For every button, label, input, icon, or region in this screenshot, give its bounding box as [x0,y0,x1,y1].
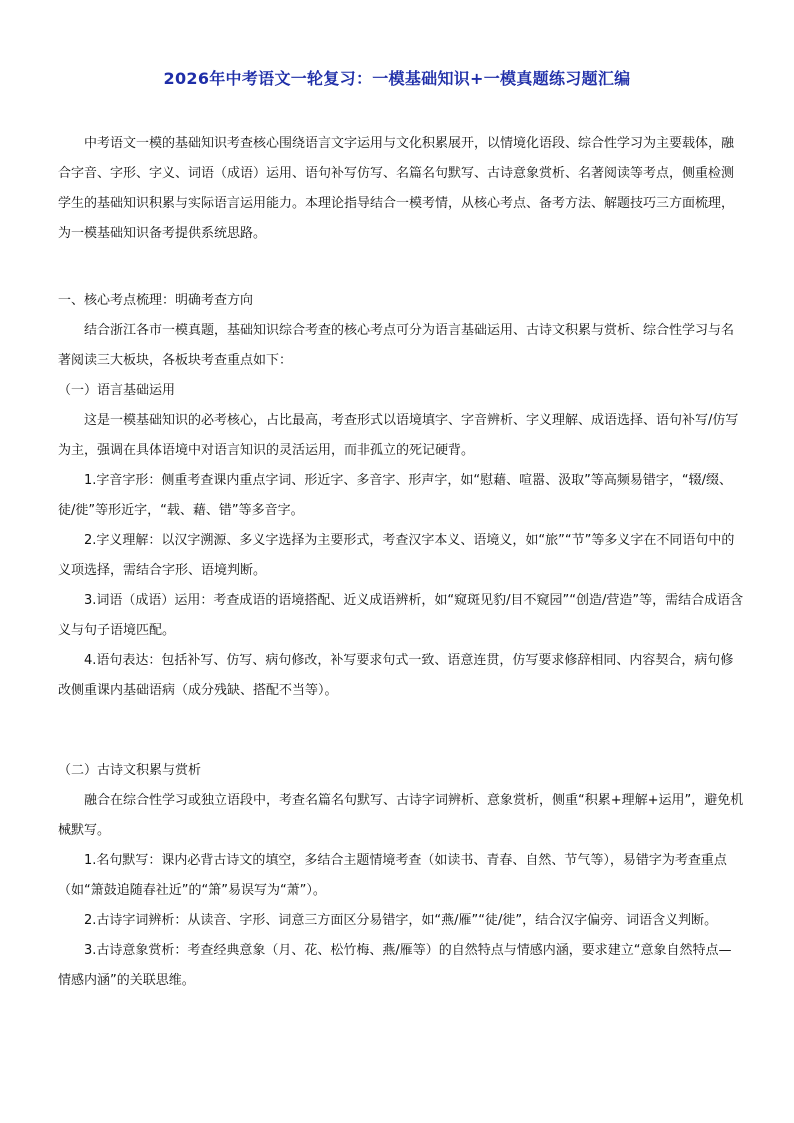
subsection-1-item: 2.字义理解：以汉字溯源、多义字选择为主要形式，考查汉字本义、语境义，如“旅”“节”等多义字在不同语句中的义项选择，需结合字形、语境判断。 [58,533,735,578]
subsection-2-intro: 融合在综合性学习或独立语段中，考查名篇名句默写、古诗字词辨析、意象赏析，侧重“积累+理解+运用”，避免机械默写。 [58,793,744,838]
subsection-2-item: 3.古诗意象赏析：考查经典意象（月、花、松竹梅、燕/雁等）的自然特点与情感内涵，要求建立“意象自然特点—情感内涵”的关联思维。 [58,943,732,988]
subsection-1-item: 4.语句表达：包括补写、仿写、病句修改，补写要求句式一致、语意连贯，仿写要求修辞相同、内容契合，病句修改侧重课内基础语病（成分残缺、搭配不当等）。 [58,653,734,698]
section-1-part-2 [58,756,744,996]
subsection-2-item: 2.古诗字词辨析：从读音、字形、词意三方面区分易错字，如“燕/雁”“徒/徙”，结合汉字偏旁、词语含义判断。 [84,913,718,928]
section-1 [58,286,744,706]
subsection-1-intro: 这是一模基础知识的必考核心，占比最高，考查形式以语境填字、字音辨析、字义理解、成语选择、语句补写/仿写为主，强调在具体语境中对语言知识的灵活运用，而非孤立的死记硬背。 [58,413,739,458]
intro-paragraph: 中考语文一模的基础知识考查核心围绕语言文字运用与文化积累展开，以情境化语段、综合性学习为主要载体，融合字音、字形、字义、词语（成语）运用、语句补写仿写、名篇名句默写、古诗意象赏析、名著阅读等考点，侧重检测学生的基础知识积累与实际语言运用能力。本理论指导结合一模考情，从核心考点、备考方法、解题技巧三方面梳理，为一模基础知识备考提供系统思路。 [58,136,735,241]
section-1-intro: 结合浙江各市一模真题，基础知识综合考查的核心考点可分为语言基础运用、古诗文积累与赏析、综合性学习与名著阅读三大板块，各板块考查重点如下： [58,323,735,368]
subsection-2-heading: （二）古诗文积累与赏析 [58,763,202,778]
subsection-2-item: 1.名句默写：课内必背古诗文的填空，多结合主题情境考查（如读书、青春、自然、节气等），易错字为考查重点（如“箫鼓追随春社近”的“箫”易误写为“萧”）。 [58,853,727,898]
section-1-heading: 一、核心考点梳理：明确考查方向 [58,293,254,308]
subsection-1-item: 1.字音字形：侧重考查课内重点字词、形近字、多音字、形声字，如“慰藉、喧嚣、汲取”等高频易错字，“辍/缀、徒/徙”等形近字，“载、藉、错”等多音字。 [58,473,732,518]
document-title: 2026年中考语文一轮复习：一模基础知识+一模真题练习题汇编 [163,69,631,88]
subsection-1-item: 3.词语（成语）运用：考查成语的语境搭配、近义成语辨析，如“窥斑见豹/目不窥园”“创造/营造”等，需结合成语含义与句子语境匹配。 [58,593,744,638]
intro-block [58,129,744,249]
subsection-1-heading: （一）语言基础运用 [58,383,176,398]
